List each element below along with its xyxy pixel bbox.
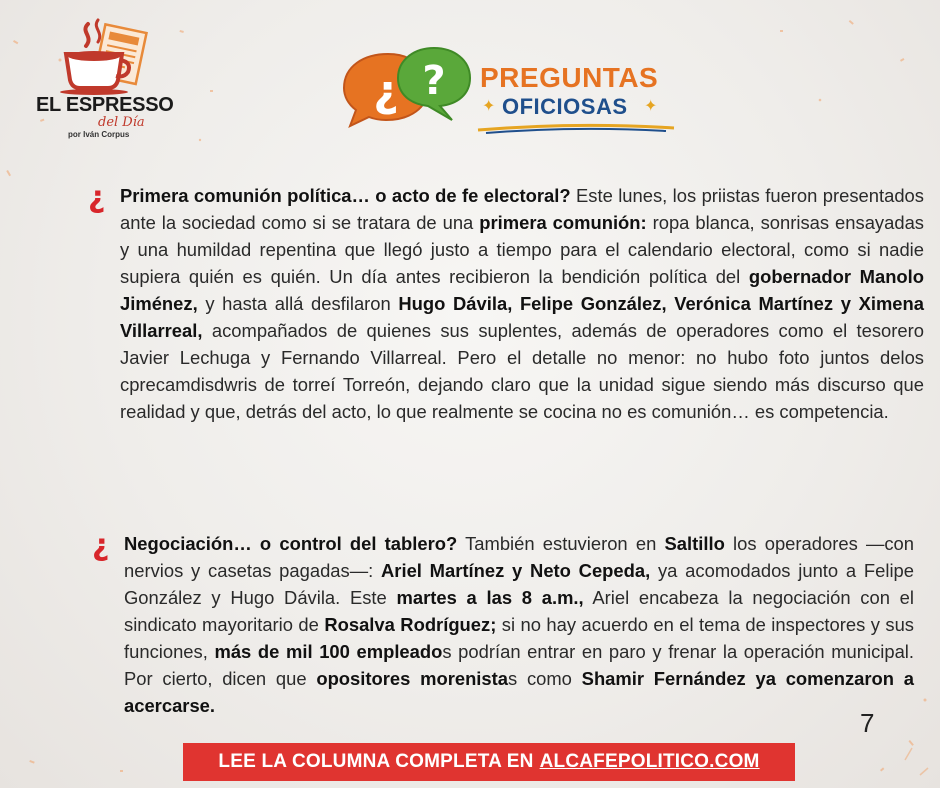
- paragraph-text: y hasta allá desfilaron: [197, 293, 399, 314]
- brand-title: EL ESPRESSO: [36, 94, 174, 116]
- paragraph-text: acompañados de quienes sus suplentes, además de operadores como el tesorero Javier Lechuga y Fernando Villarreal. Pero el detalle no menor: no hubo foto juntos delos cprecamdisdwris de torreí Torreón, dejando claro que la unidad sigue siendo más discurso que realidad y que, detrás del acto, lo que realmente se cocina no es comunión… es competencia.: [120, 320, 924, 422]
- bold-text: Hugo Dávila, Felipe González, Verónica Martínez y Ximena Villarreal,: [120, 293, 924, 341]
- bold-text: Ariel Martínez y Neto Cepeda,: [381, 560, 651, 581]
- svg-text:¿: ¿: [373, 66, 399, 117]
- brand-word-preguntas: PREGUNTAS: [480, 62, 659, 93]
- espresso-logo: [28, 14, 178, 144]
- swoosh-underline: [476, 122, 676, 134]
- question-heading: Negociación… o control del tablero?: [124, 533, 458, 554]
- coffee-cup-icon: [28, 14, 178, 96]
- paragraph-text: ropa blanca, sonrisas ensayadas y una humildad repentina que llegó justo a tiempo para el calendario electoral, como si nadie supiera quién es quién. Un día antes recibieron la bendición política del: [120, 212, 925, 287]
- preguntas-oficiosas-logo: [336, 44, 676, 134]
- paragraph-text: También estuvieron en: [457, 533, 665, 554]
- bold-text: primera comunión:: [479, 212, 647, 233]
- paragraph-negociacion: [124, 530, 914, 719]
- question-marker: ¿: [92, 528, 110, 563]
- bold-text: gobernador Manolo Jiménez,: [120, 266, 925, 314]
- paragraph-text: Este lunes, los priistas fueron presentados ante la sociedad como si se tratara de una: [120, 185, 924, 233]
- paragraph-text: si no hay acuerdo en el tema de inspectores y sus funciones,: [124, 614, 914, 662]
- page-number: 7: [860, 708, 875, 738]
- paragraph-text: ya acomodados junto a Felipe González y Hugo Dávila. Este: [124, 560, 914, 608]
- bold-text: Saltillo: [664, 533, 725, 554]
- site-link[interactable]: ALCAFEPOLITICO.COM: [539, 751, 760, 772]
- sparkle-icon: ✦: [482, 98, 496, 115]
- paragraph-text: s como: [508, 668, 582, 689]
- paragraph-text: s podrían entrar en paro y frenar la operación municipal. Por cierto, dicen que: [124, 641, 914, 689]
- question-marker: ¿: [88, 180, 106, 215]
- svg-text:?: ?: [422, 58, 446, 104]
- sparkle-icon: ✦: [644, 98, 658, 115]
- paragraph-text: los operadores —con nervios y casetas pagadas—:: [124, 533, 915, 581]
- brand-word-oficiosas: OFICIOSAS: [502, 94, 628, 119]
- paragraph-text: Ariel encabeza la negociación con el sindicato mayoritario de: [124, 587, 914, 635]
- bold-text: opositores morenista: [316, 668, 508, 689]
- question-heading: Primera comunión política… o acto de fe electoral?: [120, 185, 571, 206]
- read-full-column-banner[interactable]: [183, 743, 795, 781]
- question-bubbles-icon: [336, 44, 476, 134]
- cta-text: LEE LA COLUMNA COMPLETA EN: [218, 751, 534, 772]
- bold-text: martes a las 8 a.m.,: [396, 587, 584, 608]
- paragraph-primera-comunion: [120, 182, 924, 425]
- bold-text: Shamir Fernández ya comenzaron a acercarse.: [124, 668, 914, 716]
- brand-subtitle: del Día: [98, 115, 145, 130]
- bold-text: Rosalva Rodríguez;: [324, 614, 497, 635]
- bold-text: más de mil 100 empleado: [214, 641, 443, 662]
- brand-author: por Iván Corpus: [68, 130, 130, 139]
